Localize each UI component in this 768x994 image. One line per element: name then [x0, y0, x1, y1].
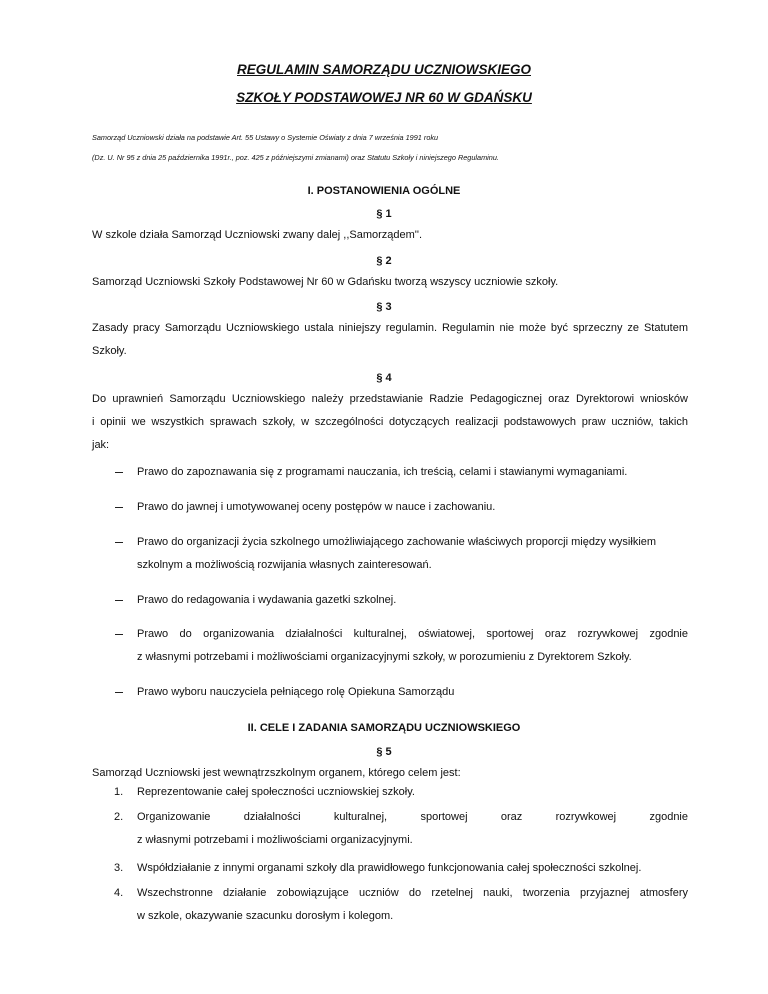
list-item-text: Wszechstronne działanie zobowiązujące uczniów do rzetelnej nauki, tworzenia przyjaznej atmosfery	[137, 887, 688, 899]
paragraph-5-intro: Samorząd Uczniowski jest wewnątrzszkolnym organem, którego celem jest:	[92, 767, 461, 779]
paragraph-mark-1: § 1	[376, 208, 392, 220]
list-number: 4.	[114, 887, 124, 899]
section-1-heading: I. POSTANOWIENIA OGÓLNE	[307, 185, 461, 197]
paragraph-4-line-1: Do uprawnień Samorządu Uczniowskiego należy przedstawianie Radzie Pedagogicznej oraz Dyrektorowi wniosków	[92, 393, 688, 405]
list-item-text: Prawo wyboru nauczyciela pełniącego rolę Opiekuna Samorządu	[137, 686, 455, 698]
paragraph-mark-4: § 4	[376, 372, 392, 384]
list-item-text: Organizowanie działalności kulturalnej, sportowej oraz rozrywkowej zgodnie	[137, 811, 688, 823]
paragraph-mark-5: § 5	[376, 746, 392, 758]
legal-note-line-1: Samorząd Uczniowski działa na podstawie Art. 55 Ustawy o Systemie Oświaty z dnia 7 września 1991 roku	[92, 133, 439, 142]
dash-bullet-icon	[112, 622, 124, 646]
list-item-text: Prawo do redagowania i wydawania gazetki szkolnej.	[137, 594, 397, 606]
section-2-heading: II. CELE I ZADANIA SAMORZĄDU UCZNIOWSKIEGO	[247, 722, 521, 734]
paragraph-mark-3: § 3	[376, 301, 392, 313]
list-number: 3.	[114, 862, 124, 874]
list-item-text-continued: w szkole, okazywanie szacunku dorosłym i kolegom.	[137, 910, 394, 922]
list-item	[0, 680, 768, 728]
paragraph-3-line-2: Szkoły.	[92, 345, 127, 357]
paragraph-4-line-3: jak:	[92, 439, 110, 451]
dash-bullet-icon	[112, 680, 124, 704]
paragraph-1-text: W szkole działa Samorząd Uczniowski zwany dalej ,,Samorządem''.	[92, 229, 423, 241]
dash-bullet-icon	[112, 495, 124, 519]
document-title-line-1: REGULAMIN SAMORZĄDU UCZNIOWSKIEGO	[237, 62, 531, 77]
list-item-text-continued: z własnymi potrzebami i możliwościami organizacyjnymi.	[137, 834, 413, 846]
paragraph-2-text: Samorząd Uczniowski Szkoły Podstawowej Nr 60 w Gdańsku tworzą wszyscy uczniowie szkoły.	[92, 276, 559, 288]
list-number: 1.	[114, 786, 124, 798]
list-item-text-continued: z własnymi potrzebami i możliwościami organizacyjnymi szkoły, w porozumieniu z Dyrektorem Szkoły.	[137, 651, 632, 663]
document-title-line-2: SZKOŁY PODSTAWOWEJ NR 60 W GDAŃSKU	[236, 90, 532, 105]
list-item-text-continued: szkolnym a możliwością rozwijania własnych zainteresowań.	[137, 559, 432, 571]
paragraph-mark-2: § 2	[376, 255, 392, 267]
list-number: 2.	[114, 811, 124, 823]
list-item	[0, 530, 768, 578]
list-item-text: Prawo do zapoznawania się z programami nauczania, ich treścią, celami i stawianymi wymaganiami.	[137, 466, 628, 478]
paragraph-4-line-2: i opinii we wszystkich sprawach szkoły, w szczególności dotyczących realizacji podstawowych praw uczniów, takich	[92, 416, 688, 428]
list-item	[0, 622, 768, 670]
dash-bullet-icon	[112, 530, 124, 554]
legal-note-line-2: (Dz. U. Nr 95 z dnia 25 października 1991r., poz. 425 z późniejszymi zmianami) oraz Statutu Szkoły i niniejszego Regulaminu.	[92, 153, 499, 162]
list-item-text: Współdziałanie z innymi organami szkoły dla prawidłowego funkcjonowania całej społeczności szkolnej.	[137, 862, 642, 874]
list-item-text: Prawo do organizacji życia szkolnego umożliwiającego zachowanie właściwych proporcji między wysiłkiem	[137, 536, 657, 548]
dash-bullet-icon	[112, 460, 124, 484]
numbered-list-item	[0, 805, 768, 853]
dash-bullet-icon	[112, 588, 124, 612]
list-item-text: Reprezentowanie całej społeczności uczniowskiej szkoły.	[137, 786, 415, 798]
paragraph-3-line-1: Zasady pracy Samorządu Uczniowskiego ustala niniejszy regulamin. Regulamin nie może być sprzeczny ze Statutem	[92, 322, 688, 334]
list-item-text: Prawo do jawnej i umotywowanej oceny postępów w nauce i zachowaniu.	[137, 501, 496, 513]
list-item-text: Prawo do organizowania działalności kulturalnej, oświatowej, sportowej oraz rozrywkowej zgodnie	[137, 628, 688, 640]
numbered-list-item	[0, 881, 768, 929]
